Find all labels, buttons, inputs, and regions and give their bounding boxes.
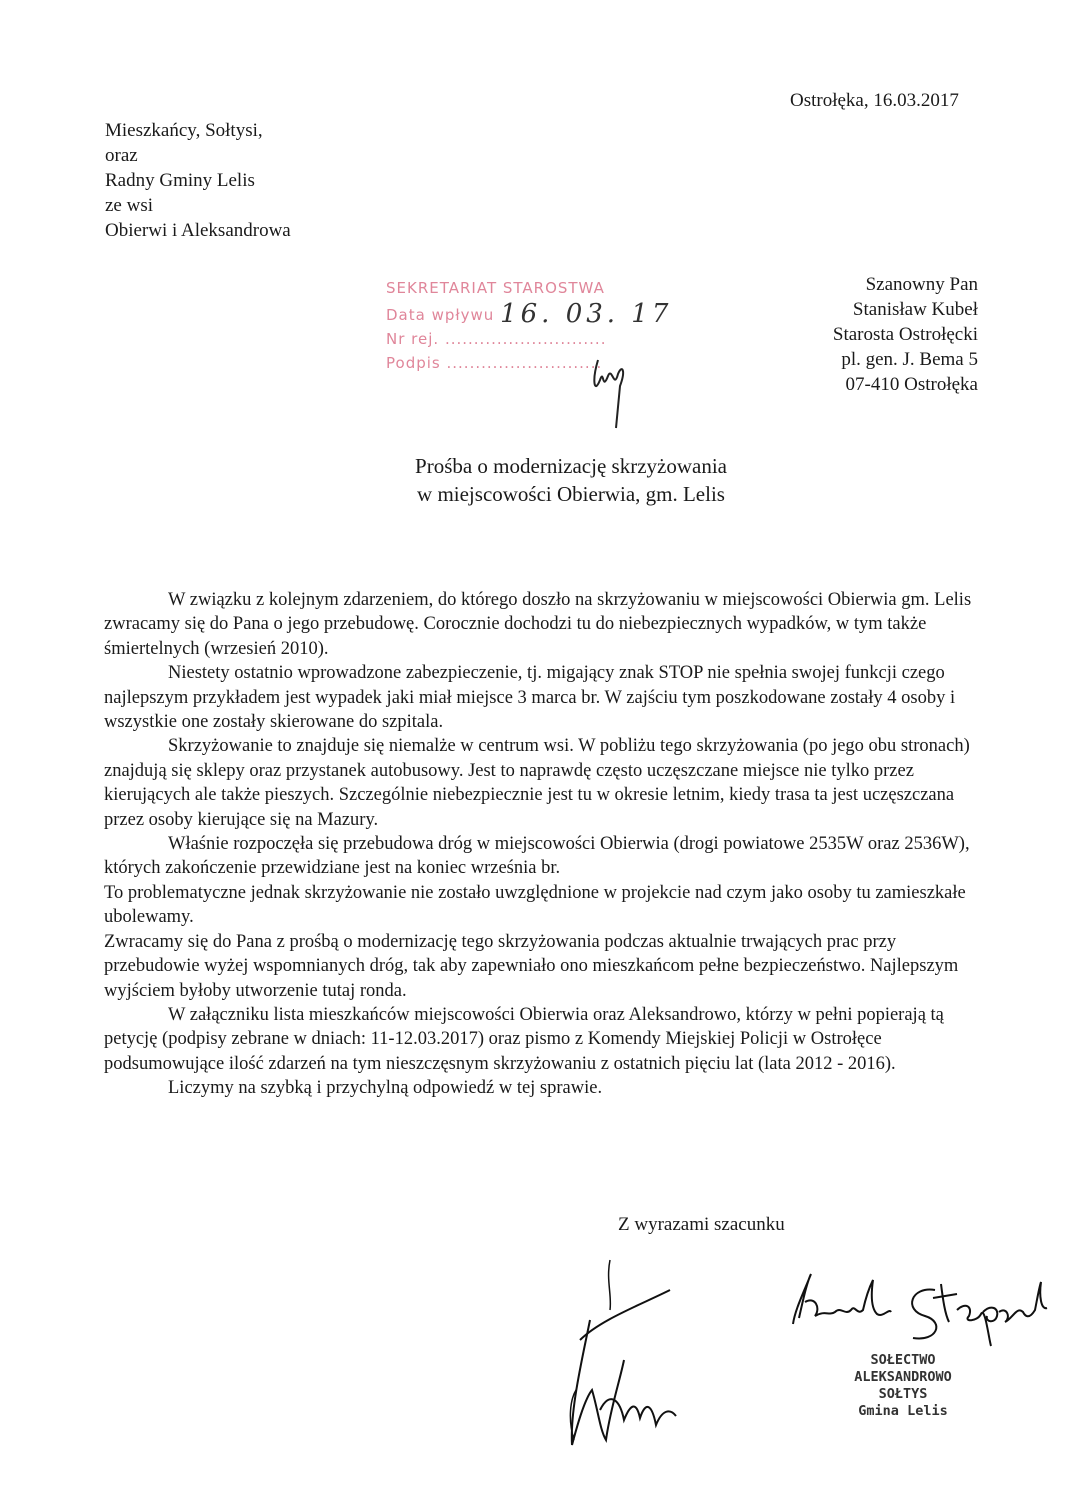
body-paragraph: Zwracamy się do Pana z prośbą o modernizację tego skrzyżowania podczas aktualnie trwających prac przy przebudowie wyżej wspomnianych dróg, tak aby zapewniało ono mieszkańcom pełne bezpieczeństwo. Najlepszym wyjściem byłoby utworzenie tutaj ronda. [104,931,959,1001]
seal-line: SOŁECTWO [870,1352,936,1368]
recipient-line: pl. gen. J. Bema 5 [841,349,978,370]
seal-line: SOŁTYS [878,1386,928,1402]
stamp-reg-label: Nr rej. [386,330,440,348]
stamp-date-label: Data wpływu [386,306,495,324]
sender-line: Obierwi i Aleksandrowa [105,220,291,241]
body-paragraph: W związku z kolejnym zdarzeniem, do którego doszło na skrzyżowaniu w miejscowości Obierwia gm. Lelis zwracamy się do Pana o jego przebudowę. Corocznie dochodzi tu do niebezpiecznych wypadków, w tym także śmiertelnych (wrzesień 2010). [104,590,972,659]
seal-line: ALEKSANDROWO [854,1369,952,1385]
stamp-title: SEKRETARIAT STAROSTWA [386,279,605,297]
handwritten-signature [540,1240,710,1460]
stamp-sign-label: Podpis [386,354,441,372]
letter-subject [0,452,1082,508]
stamp-initials-signature [578,350,648,430]
recipient-line: 07-410 Ostrołęka [845,374,978,395]
subject-line-1: Prośba o modernizację skrzyżowania [415,454,727,478]
recipient-line: Szanowny Pan [865,274,978,295]
sender-line: Mieszkańcy, Sołtysi, [105,120,263,141]
recipient-line: Stanisław Kubeł [852,299,978,320]
sender-line: oraz [105,145,138,166]
soltys-signature [785,1260,1055,1355]
subject-line-2: w miejscowości Obierwia, gm. Lelis [417,482,725,506]
body-paragraph: Niestety ostatnio wprowadzone zabezpieczenie, tj. migający znak STOP nie spełnia swojej funkcji czego najlepszym przykładem jest wypadek jaki miał miejsce 3 marca br. W zajściu tym poszkodowane zostały 4 osoby i wszystkie one zostały skierowane do szpitala. [104,663,956,733]
body-paragraph: Liczymy na szybką i przychylną odpowiedź w tej sprawie. [168,1078,603,1099]
stamp-reg-row [386,327,672,351]
recipient-block [833,272,978,397]
letter-body [104,588,974,1101]
stamp-date-handwritten: 16. 03. 17 [500,299,673,329]
closing-phrase: Z wyrazami szacunku [618,1214,785,1235]
body-paragraph: W załączniku lista mieszkańców miejscowości Obierwia oraz Aleksandrowo, którzy w pełni popierają tą petycję (podpisy zebrane w dniach: 11-12.03.2017) oraz pismo z Komendy Miejskiej Policji w Ostrołęce podsumowujące ilość zdarzeń na tym nieszczęsnym skrzyżowaniu z ostatnich pięciu lat (lata 2012 - 2016). [104,1004,944,1074]
place-date: Ostrołęka, 16.03.2017 [790,90,959,111]
body-paragraph: To problematyczne jednak skrzyżowanie nie zostało uwzględnione w projekcie nad czym jako osoby tu zamieszkałe ubolewamy. [104,882,966,928]
sender-line: ze wsi [105,195,154,216]
seal-line: Gmina Lelis [858,1403,948,1419]
stamp-reg-dots: ............................ [444,330,607,348]
body-paragraph: Skrzyżowanie to znajduje się niemalże w centrum wsi. W pobliżu tego skrzyżowania (po jego obu stronach) znajdują się sklepy oraz przystanek autobusowy. Jest to naprawdę często uczęszczane miejsce nie tylko przez kierujących ale także pieszych. Szczególnie niebezpiecznie jest tu w okresie letnim, kiedy trasa ta jest uczęszczana przez osoby kierujące się na Mazury. [104,736,970,830]
recipient-line: Starosta Ostrołęcki [832,324,978,345]
sender-block [105,118,291,243]
body-paragraph: Właśnie rozpoczęła się przebudowa dróg w miejscowości Obierwia (drogi powiatowe 2535W oraz 2536W), których zakończenie przewidziane jest na koniec września br. [104,834,970,879]
official-seal [828,1352,978,1420]
stamp-date-row [386,300,672,327]
stamp-sign-dots: ........................... [446,354,603,372]
sender-line: Radny Gminy Lelis [105,170,255,191]
